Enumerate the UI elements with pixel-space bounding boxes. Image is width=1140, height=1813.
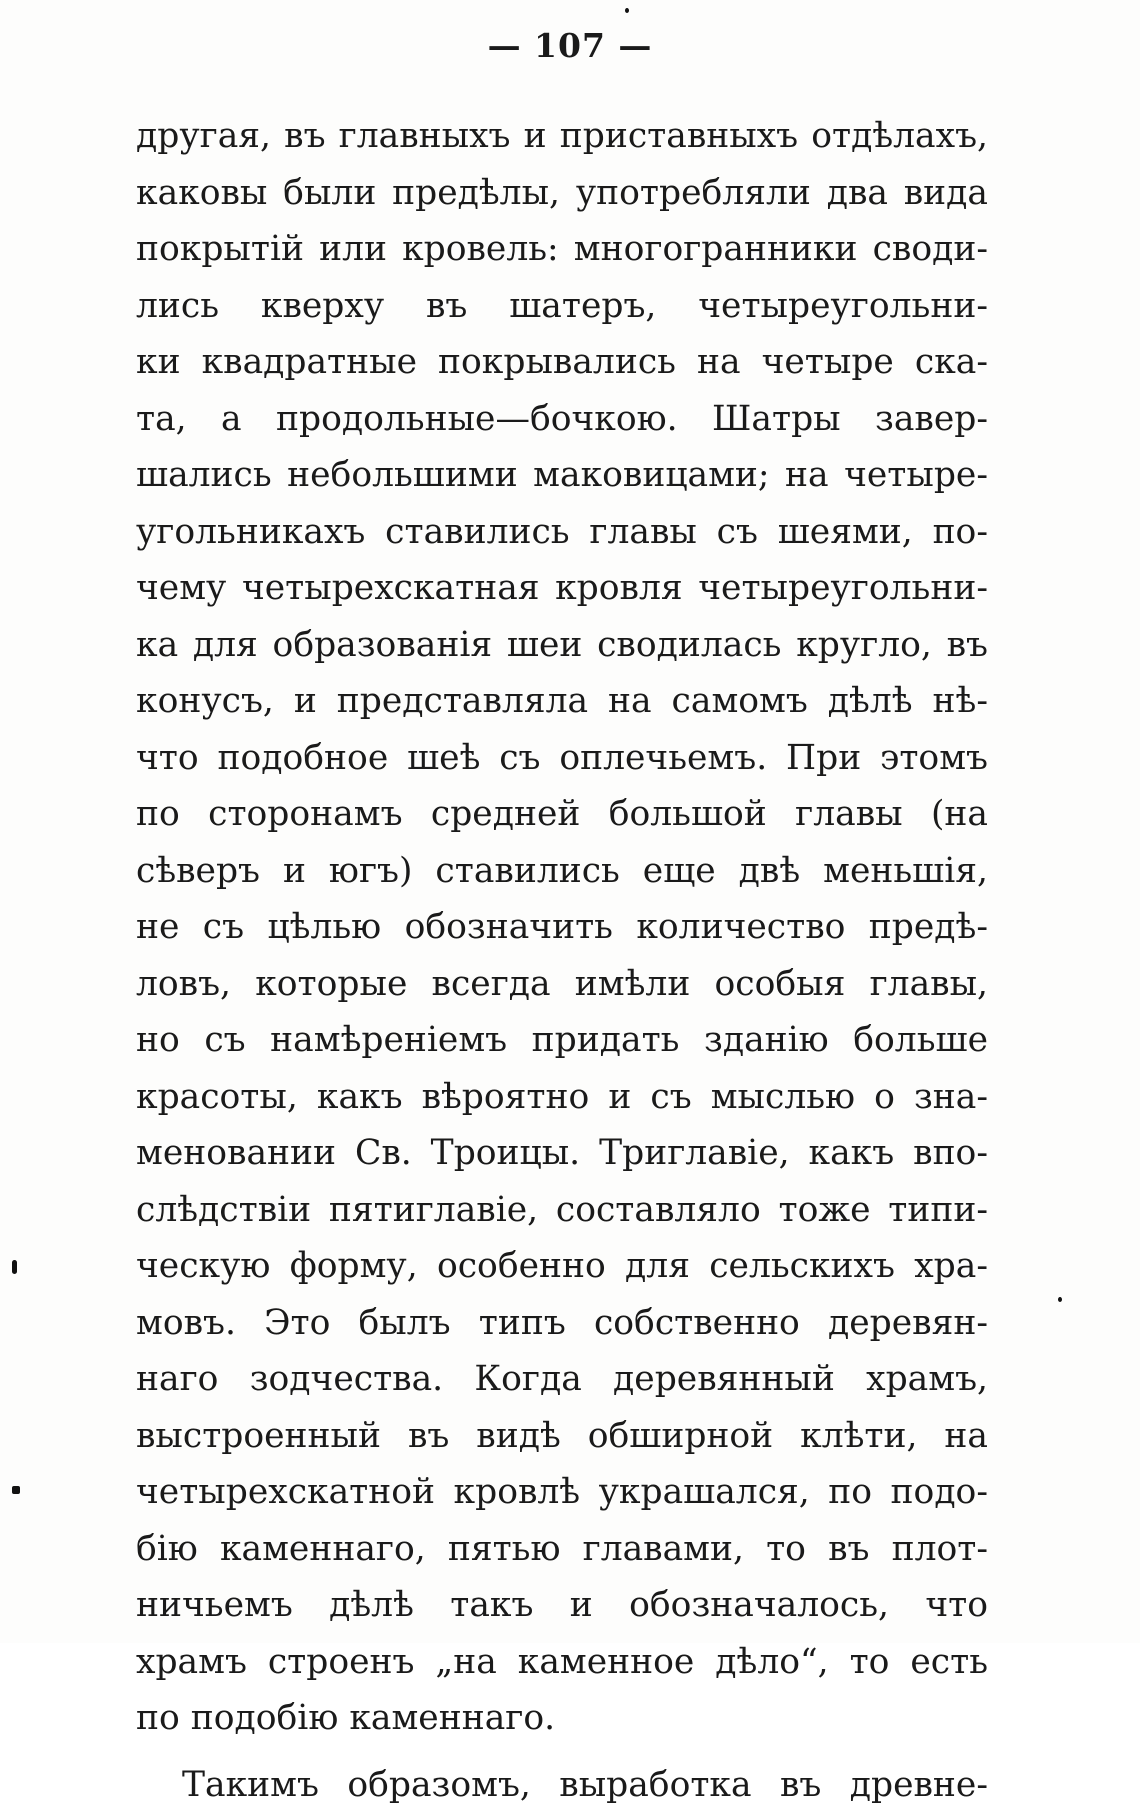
text-line: четырехскатной кровлѣ украшался, по подо- bbox=[136, 1464, 988, 1521]
text-line: наго зодчества. Когда деревянный храмъ, bbox=[136, 1351, 988, 1408]
paragraph-gap bbox=[136, 1747, 988, 1757]
text-line: что подобное шеѣ съ оплечьемъ. При этомъ bbox=[136, 730, 988, 787]
text-line: ничьемъ дѣлѣ такъ и обозначалось, что bbox=[136, 1577, 988, 1634]
text-line: сѣверъ и югъ) ставились еще двѣ меньшія, bbox=[136, 843, 988, 900]
body-text bbox=[136, 108, 988, 1813]
text-line: но съ намѣреніемъ придать зданію больше bbox=[136, 1012, 988, 1069]
text-line: ка для образованія шеи сводилась кругло, въ bbox=[136, 617, 988, 674]
text-line: не съ цѣлью обозначить количество предѣ- bbox=[136, 899, 988, 956]
text-line: шались небольшими маковицами; на четыре- bbox=[136, 447, 988, 504]
text-line: угольникахъ ставились главы съ шеями, по- bbox=[136, 504, 988, 561]
text-line: покрытій или кровель: многогранники своди- bbox=[136, 221, 988, 278]
text-line: мовъ. Это былъ типъ собственно деревян- bbox=[136, 1295, 988, 1352]
text-line: конусъ, и представляла на самомъ дѣлѣ нѣ- bbox=[136, 673, 988, 730]
text-line: меновании Св. Троицы. Триглавіе, какъ впо- bbox=[136, 1125, 988, 1182]
text-line: слѣдствіи пятиглавіе, составляло тоже типи- bbox=[136, 1182, 988, 1239]
text-line: та, а продольные—бочкою. Шатры завер- bbox=[136, 391, 988, 448]
text-line: ловъ, которые всегда имѣли особыя главы, bbox=[136, 956, 988, 1013]
new-paragraph-line: Такимъ образомъ, выработка въ древне- bbox=[136, 1757, 988, 1813]
text-line: храмъ строенъ „на каменное дѣло“, то есть bbox=[136, 1634, 988, 1691]
text-line: ческую форму, особенно для сельскихъ хра- bbox=[136, 1238, 988, 1295]
paragraph-end-line: по подобію каменнаго. bbox=[136, 1690, 988, 1747]
text-line: лись кверху въ шатеръ, четыреугольни- bbox=[136, 278, 988, 335]
scan-speck bbox=[1058, 1297, 1062, 1302]
text-line: ки квадратные покрывались на четыре ска- bbox=[136, 334, 988, 391]
text-line: выстроенный въ видѣ обширной клѣти, на bbox=[136, 1408, 988, 1465]
scan-speck bbox=[12, 1260, 17, 1274]
text-line: бію каменнаго, пятью главами, то въ плот- bbox=[136, 1521, 988, 1578]
scan-speck bbox=[625, 8, 629, 13]
page-number: — 107 — bbox=[0, 26, 1140, 65]
text-line: красоты, какъ вѣроятно и съ мыслью о зна- bbox=[136, 1069, 988, 1126]
scan-speck bbox=[12, 1486, 20, 1494]
text-line: чему четырехскатная кровля четыреугольни- bbox=[136, 560, 988, 617]
text-line: каковы были предѣлы, употребляли два вида bbox=[136, 165, 988, 222]
text-line: по сторонамъ средней большой главы (на bbox=[136, 786, 988, 843]
text-line: другая, въ главныхъ и приставныхъ отдѣлахъ, bbox=[136, 108, 988, 165]
